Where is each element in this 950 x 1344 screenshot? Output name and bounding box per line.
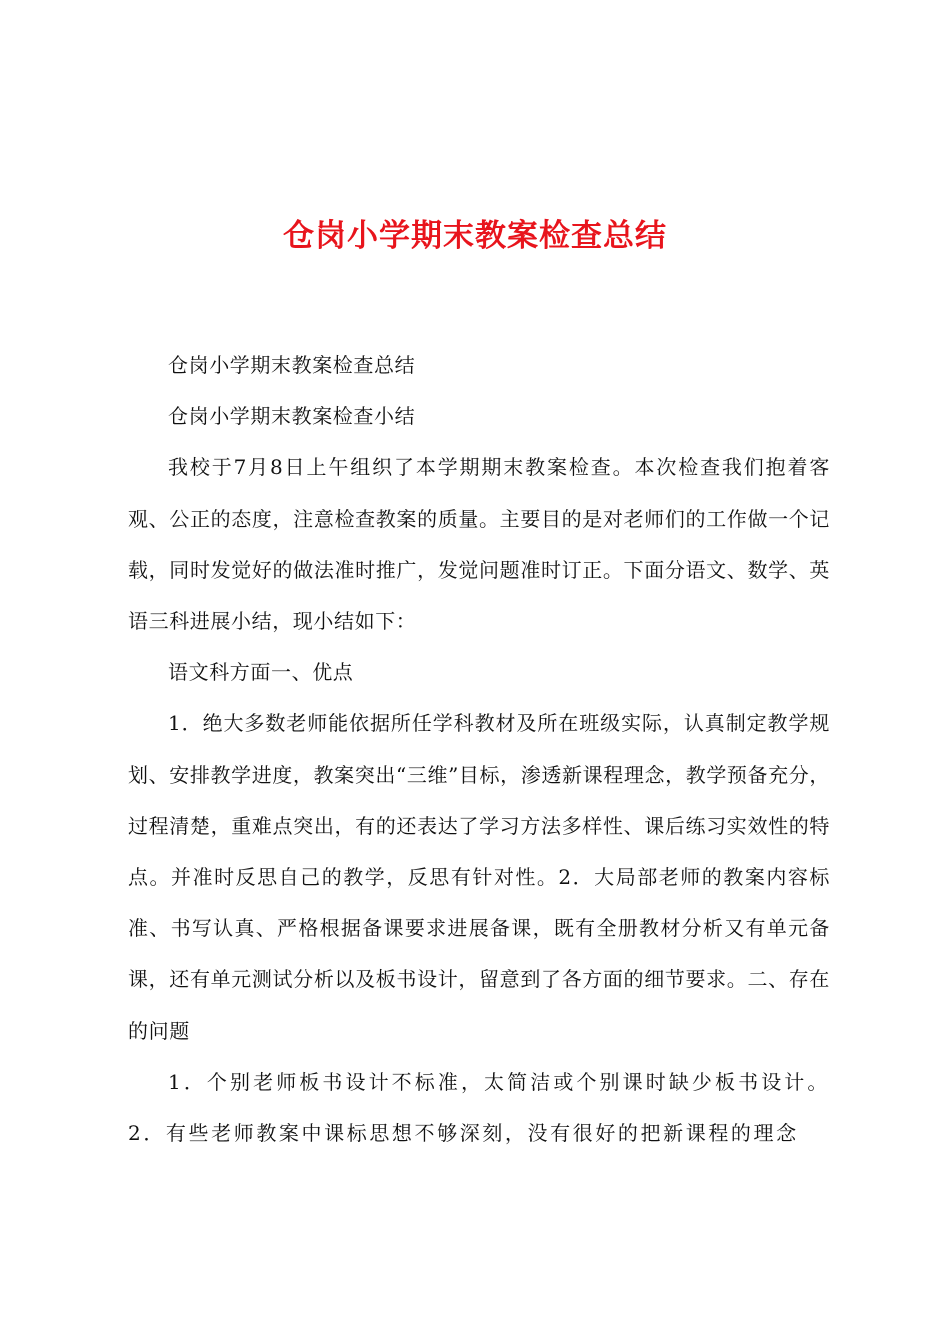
document-body — [128, 340, 830, 1159]
paragraph-heading-summary: 仓岗小学期末教案检查小结 — [168, 404, 416, 429]
paragraph-heading-total: 仓岗小学期末教案检查总结 — [168, 353, 416, 377]
paragraph-advantages: 1．绝大多数老师能依据所任学科教材及所在班级实际，认真制定教学规划、安排教学进度，教案突出“三维”目标，渗透新课程理念，教学预备充分，过程清楚，重难点突出，有的还表达了学习方法多样性、课后练习实效性的特点。并准时反思自己的教学，反思有针对性。2．大局部老师的教案内容标准、书写认真、严格根据备课要求进展备课，既有全册教材分析又有单元备课，还有单元测试分析以及板书设计，留意到了各方面的细节要求。二、存在的问题 — [128, 711, 830, 1043]
paragraph-problems: 1．个别老师板书设计不标准，太简洁或个别课时缺少板书设计。2．有些老师教案中课标思想不够深刻，没有很好的把新课程的理念 — [128, 1069, 830, 1146]
document-title: 仓岗小学期末教案检查总结 — [283, 218, 667, 254]
paragraph-intro: 我校于7月8日上午组织了本学期期末教案检查。本次检查我们抱着客观、公正的态度，注意检查教案的质量。主要目的是对老师们的工作做一个记载，同时发觉好的做法准时推广，发觉问题准时订正。下面分语文、数学、英语三科进展小结，现小结如下： — [128, 455, 830, 634]
paragraph-chinese-section: 语文科方面一、优点 — [168, 660, 354, 685]
